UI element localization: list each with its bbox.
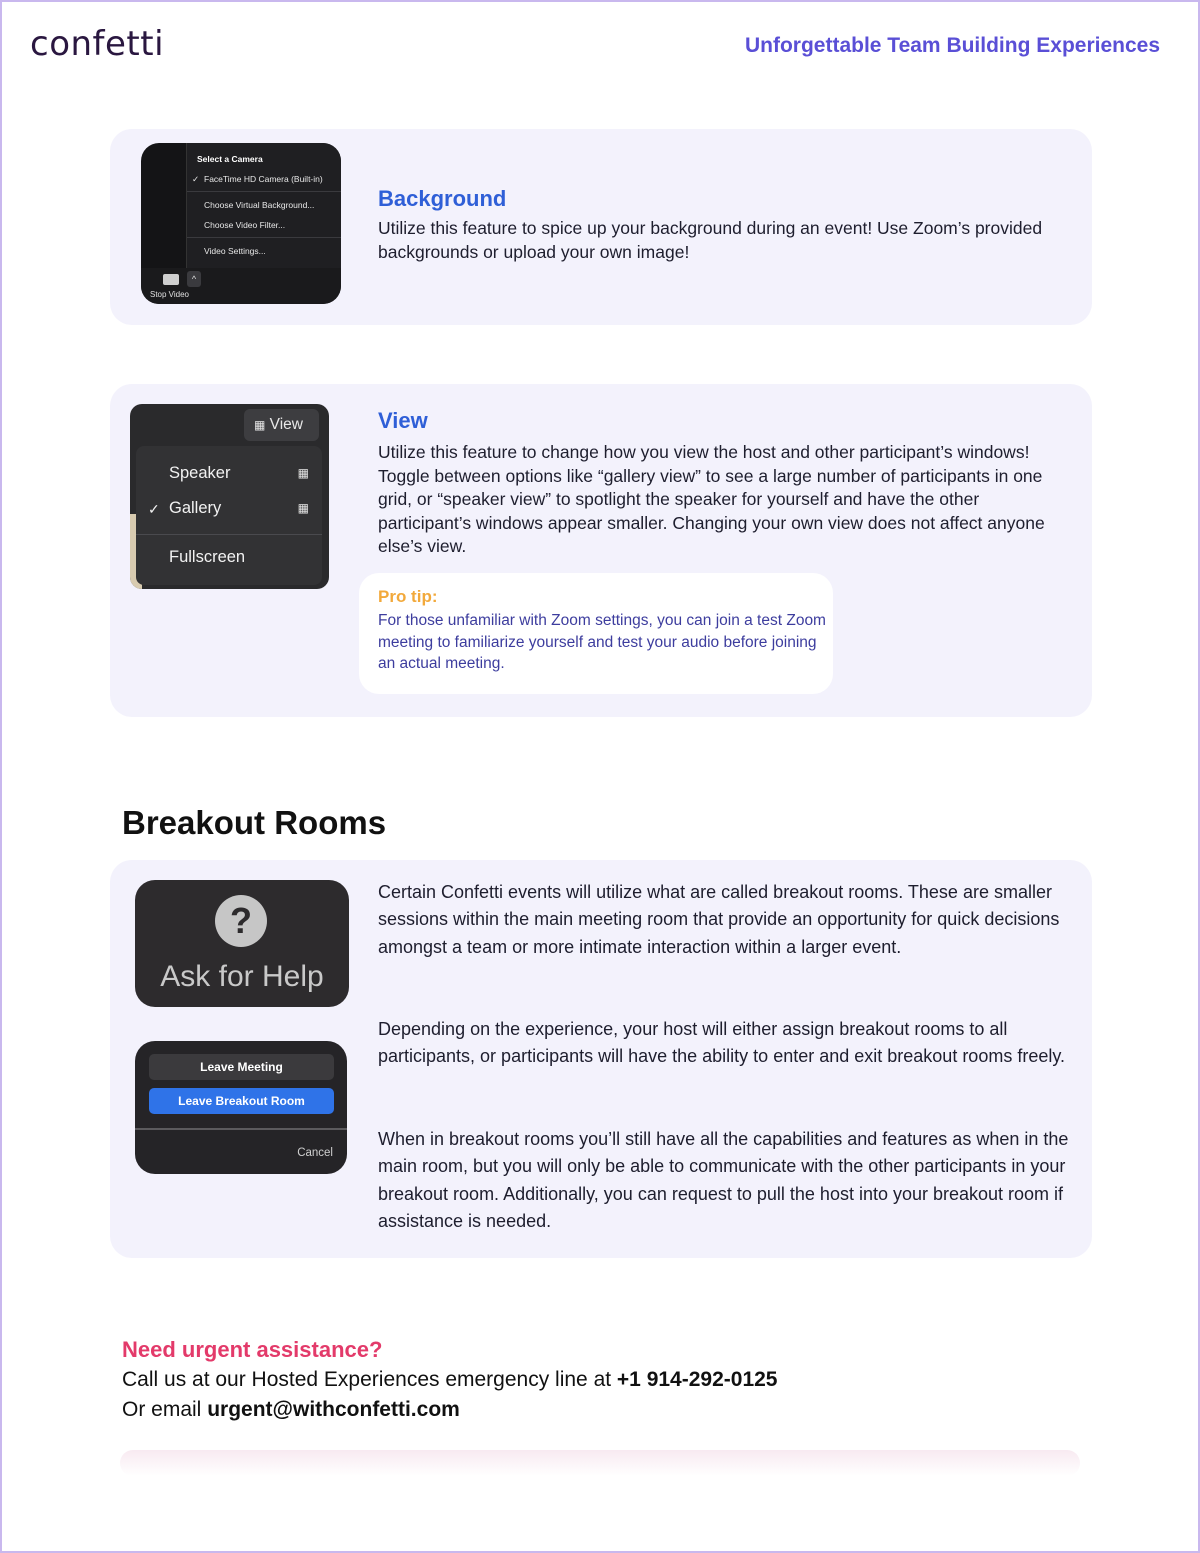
urgent-call-line — [122, 1368, 777, 1392]
call-prefix: Call us at our Hosted Experiences emergency line at — [122, 1368, 617, 1391]
camera-menu-header: Select a Camera — [197, 154, 263, 164]
cancel-label: Cancel — [297, 1147, 333, 1159]
breakout-paragraph: Depending on the experience, your host will either assign breakout rooms to all participants, or participants will have the ability to enter and exit breakout rooms freely. — [378, 1019, 1066, 1067]
confetti-logo[interactable]: confetti — [30, 24, 165, 64]
menu-divider — [187, 191, 341, 192]
footer-glow — [120, 1450, 1080, 1476]
email-prefix: Or email — [122, 1398, 208, 1421]
urgent-title: Need urgent assistance? — [122, 1337, 383, 1362]
breakout-paragraph: Certain Confetti events will utilize what are called breakout rooms. These are smaller sessions within the main meeting room that provide an opportunity for quick decisions amongst a team or more intimate interaction within a larger event. — [378, 882, 1060, 957]
leave-meeting-screenshot — [135, 1041, 347, 1174]
view-button — [244, 409, 319, 441]
view-card — [110, 384, 1092, 717]
breakout-card — [110, 860, 1092, 1258]
menu-divider — [187, 237, 341, 238]
menu-item-speaker: Speaker — [169, 464, 231, 482]
menu-item-gallery: Gallery — [169, 499, 222, 517]
phone-number[interactable]: +1 914-292-0125 — [616, 1368, 778, 1391]
check-icon: ✓ — [148, 501, 160, 517]
breakout-section-title: Breakout Rooms — [122, 804, 387, 841]
question-icon: ? — [215, 895, 267, 947]
leave-breakout-room-label: Leave Breakout Room — [149, 1088, 334, 1114]
email-link[interactable]: urgent@withconfetti.com — [207, 1398, 460, 1421]
ask-for-help-label: Ask for Help — [160, 960, 324, 993]
gallery-grid-icon: ▦ — [297, 501, 308, 515]
header-tagline: Unforgettable Team Building Experiences — [744, 34, 1160, 57]
protip-title: Pro tip: — [378, 587, 438, 606]
protip-box — [359, 573, 833, 694]
leave-meeting-label: Leave Meeting — [149, 1054, 334, 1080]
menu-item-fullscreen: Fullscreen — [169, 548, 246, 566]
background-card — [110, 129, 1092, 325]
view-text: Utilize this feature to change how you view the host and other participant’s windows! Toggle between options like “gallery view” to see a large number of participants in one grid, or “speaker view” to spotlight the speaker for yourself and have the other participant’s windows appear smaller. Changing your own view does not affect anyone else’s view. — [378, 442, 1045, 556]
camera-menu-item: FaceTime HD Camera (Built-in) — [204, 174, 323, 184]
menu-divider — [136, 534, 322, 535]
stop-video-label: Stop Video — [150, 290, 189, 299]
view-menu-screenshot — [130, 404, 329, 589]
view-title: View — [378, 408, 428, 433]
camera-menu-item: Video Settings... — [204, 246, 266, 256]
grid-icon: ▦ — [254, 418, 266, 432]
divider — [135, 1128, 347, 1130]
urgent-email-line — [122, 1398, 460, 1422]
camera-menu — [186, 143, 341, 268]
ask-for-help-screenshot — [135, 880, 349, 1007]
speaker-grid-icon: ▦ — [297, 466, 308, 480]
camera-menu-screenshot — [141, 143, 341, 304]
camera-menu-item: Choose Video Filter... — [204, 220, 286, 230]
camera-menu-item: Choose Virtual Background... — [204, 200, 315, 210]
breakout-paragraph: When in breakout rooms you’ll still have all the capabilities and features as when in the main room, but you will only be able to communicate with the other participants in your breakout room. Additionally, you can request to pull the host into your breakout room if assistance is needed. — [378, 1129, 1069, 1232]
background-text: Utilize this feature to spice up your background during an event! Use Zoom’s provided backgrounds or upload your own image! — [378, 218, 1043, 262]
video-camera-icon — [163, 274, 179, 285]
view-button-label: View — [269, 416, 303, 433]
check-icon: ✓ — [192, 174, 200, 184]
protip-text: For those unfamiliar with Zoom settings, you can join a test Zoom meeting to familiarize yourself and test your audio before joining an actual meeting. — [378, 612, 826, 672]
video-toolbar — [141, 268, 341, 304]
background-title: Background — [378, 186, 507, 211]
caret-up-icon: ^ — [187, 271, 201, 287]
view-menu — [136, 446, 322, 585]
